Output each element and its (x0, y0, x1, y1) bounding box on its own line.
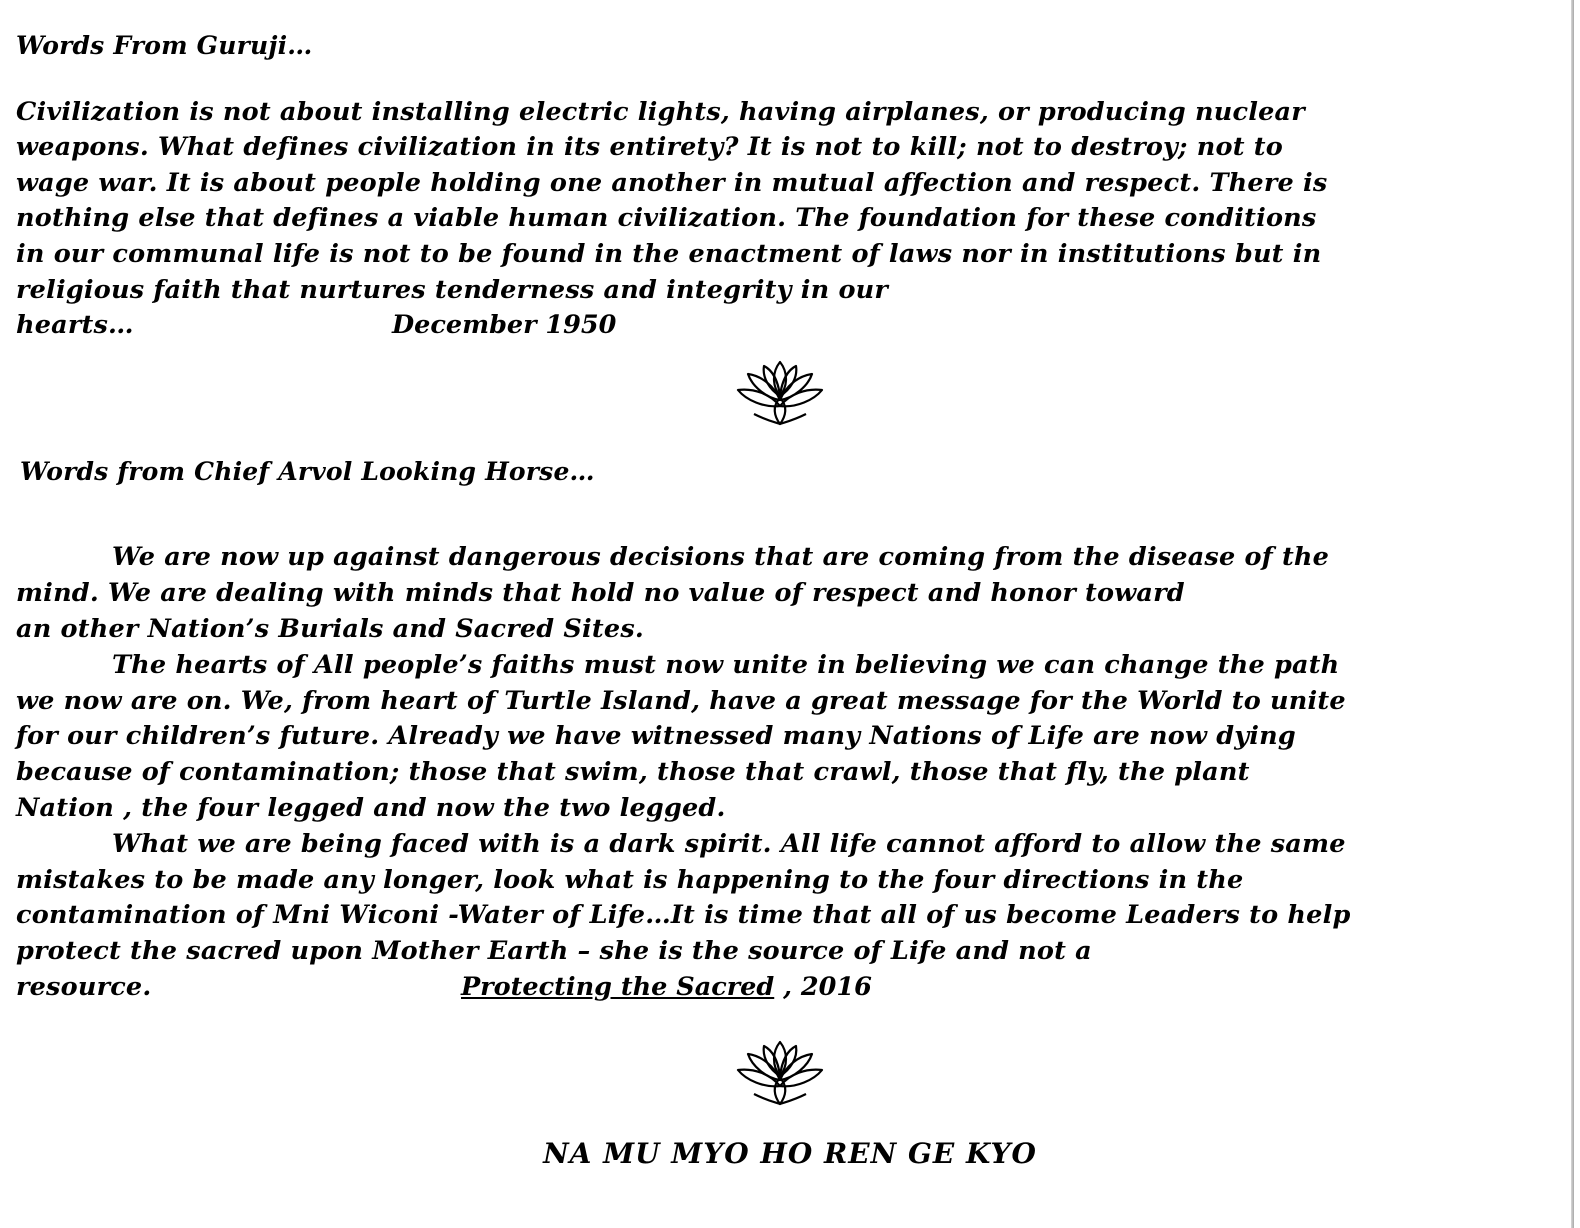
section1-line: wage war. It is about people holding one another in mutual affection and respect. There is (16, 168, 1328, 198)
section1-last-line: hearts… (16, 310, 134, 340)
section1-line: religious faith that nurtures tenderness and integrity in our (16, 275, 889, 305)
section2-line: because of contamination; those that swim, those that crawl, those that fly, the plant (16, 757, 1250, 787)
section2-line: mind. We are dealing with minds that hold no value of respect and honor toward (16, 578, 1185, 608)
source-year: , 2016 (774, 972, 872, 1002)
section2-line: What we are being faced with is a dark spirit. All life cannot afford to allow the same (112, 829, 1346, 859)
section2-heading: Words from Chief Arvol Looking Horse… (20, 457, 595, 486)
section2-line: The hearts of All people’s faiths must now unite in believing we can change the path (112, 650, 1340, 680)
section1-date: December 1950 (392, 310, 617, 340)
section2-line: protect the sacred upon Mother Earth – she is the source of Life and not a (16, 936, 1092, 966)
section1-line: in our communal life is not to be found in the enactment of laws nor in institutions but in (16, 239, 1322, 269)
section1-line: weapons. What defines civilization in its entirety? It is not to kill; not to destroy; not to (16, 132, 1283, 162)
section2-line: mistakes to be made any longer, look what is happening to the four directions in the (16, 865, 1244, 895)
section2-line: an other Nation’s Burials and Sacred Sites. (16, 614, 644, 644)
section2-line: for our children’s future. Already we have witnessed many Nations of Life are now dying (16, 721, 1296, 751)
page-edge (1571, 0, 1574, 1228)
section2-line: We are now up against dangerous decisions that are coming from the disease of the (112, 542, 1330, 572)
section2-line: contamination of Mni Wiconi -Water of Life…It is time that all of us become Leaders to help (16, 900, 1351, 930)
section2-source (461, 971, 872, 1003)
lotus-icon (734, 1036, 826, 1108)
source-title: Protecting the Sacred (461, 972, 775, 1002)
section2-line: Nation , the four legged and now the two legged. (16, 793, 726, 823)
mantra: NA MU MYO HO REN GE KYO (543, 1137, 1037, 1170)
lotus-icon (734, 356, 826, 428)
section1-heading: Words From Guruji… (16, 31, 313, 60)
section1-line: Civilization is not about installing electric lights, having airplanes, or producing nuclear (16, 97, 1305, 127)
section1-line: nothing else that defines a viable human civilization. The foundation for these conditions (16, 203, 1317, 233)
section2-line: we now are on. We, from heart of Turtle Island, have a great message for the World to unite (16, 686, 1346, 716)
section2-last-line: resource. (16, 972, 152, 1002)
